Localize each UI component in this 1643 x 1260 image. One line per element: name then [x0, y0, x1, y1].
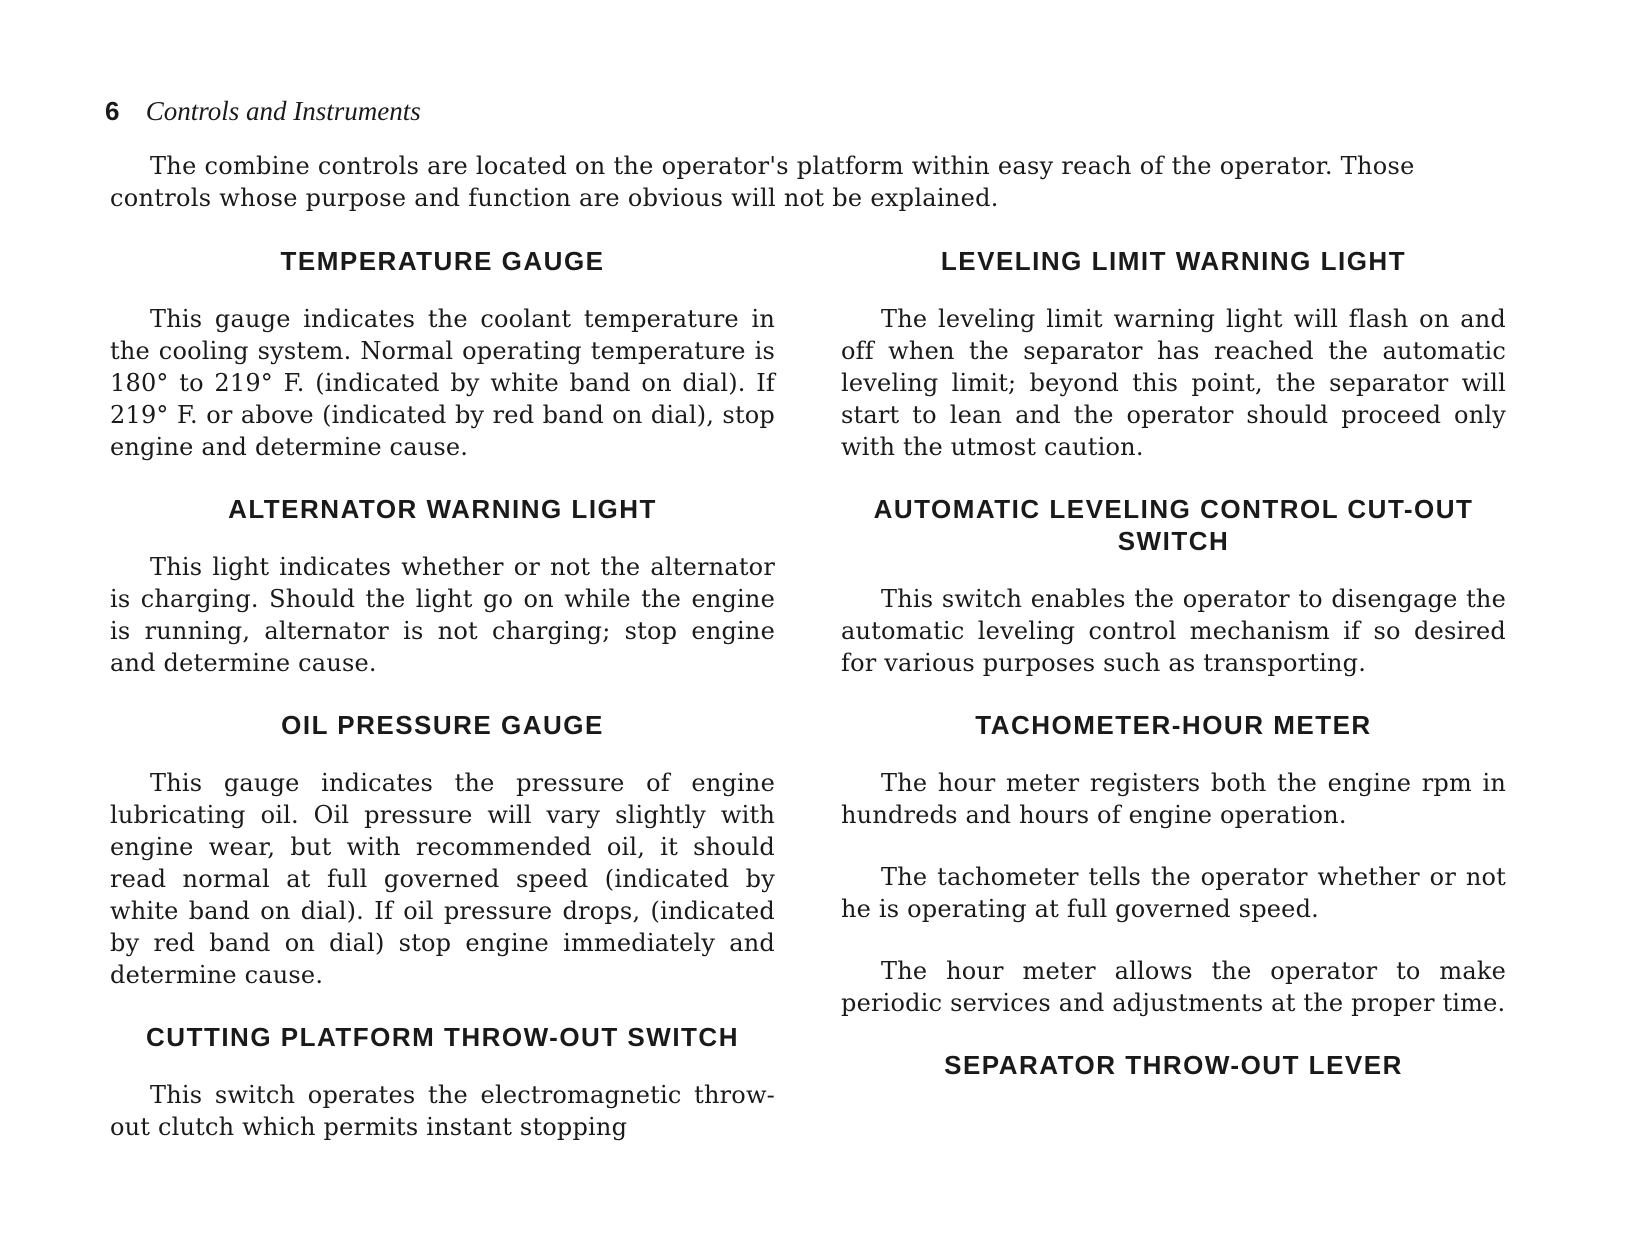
section-cutting-platform-throw-out-switch — [110, 1021, 775, 1143]
section-body: The leveling limit warning light will flash on and off when the separator has reached the automatic leveling limit; beyond this point, the separator will start to lean and the operator should proceed only with the utmost caution. — [841, 305, 1506, 461]
section-body: This switch operates the electromagnetic throw-out clutch which permits instant stopping — [110, 1081, 775, 1141]
section-heading: LEVELING LIMIT WARNING LIGHT — [940, 246, 1407, 276]
section-heading: TEMPERATURE GAUGE — [280, 246, 605, 276]
page-number: 6 — [105, 96, 120, 126]
section-body: The hour meter allows the operator to make periodic services and adjustments at the proper time. — [841, 957, 1506, 1017]
section-tachometer-hour-meter — [841, 709, 1506, 1019]
page-header — [105, 96, 421, 127]
section-alternator-warning-light — [110, 493, 775, 679]
section-heading: OIL PRESSURE GAUGE — [281, 710, 604, 740]
section-body: This gauge indicates the coolant temperature in the cooling system. Normal operating temperature is 180° to 219° F. (indicated by white band on dial). If 219° F. or above (indicated by red band on dial), stop engine and determine cause. — [110, 305, 775, 461]
section-heading: ALTERNATOR WARNING LIGHT — [228, 494, 657, 524]
right-column — [841, 245, 1506, 1107]
section-heading: SEPARATOR THROW-OUT LEVER — [944, 1050, 1403, 1080]
running-title: Controls and Instruments — [145, 96, 421, 126]
intro-paragraph: The combine controls are located on the operator's platform within easy reach of the operator. Those controls whose purpose and function are obvious will not be explained. — [110, 152, 1415, 212]
section-heading: AUTOMATIC LEVELING CONTROL CUT-OUT SWITCH — [873, 494, 1474, 556]
section-body: This switch enables the operator to disengage the automatic leveling control mechanism if so desired for various purposes such as transporting. — [841, 585, 1506, 677]
section-leveling-limit-warning-light — [841, 245, 1506, 463]
section-automatic-leveling-control-cut-out-switch — [841, 493, 1506, 679]
left-column — [110, 245, 775, 1173]
section-body: The tachometer tells the operator whether or not he is operating at full governed speed. — [841, 863, 1506, 923]
section-separator-throw-out-lever — [841, 1049, 1506, 1081]
section-oil-pressure-gauge — [110, 709, 775, 991]
section-body: This light indicates whether or not the alternator is charging. Should the light go on while the engine is running, alternator is not charging; stop engine and determine cause. — [110, 553, 775, 677]
section-heading: TACHOMETER-HOUR METER — [975, 710, 1372, 740]
section-body: The hour meter registers both the engine rpm in hundreds and hours of engine operation. — [841, 769, 1506, 829]
section-body: This gauge indicates the pressure of engine lubricating oil. Oil pressure will vary slightly with engine wear, but with recommended oil, it should read normal at full governed speed (indicated by white band on dial). If oil pressure drops, (indicated by red band on dial) stop engine immediately and determine cause. — [110, 769, 775, 989]
section-heading: CUTTING PLATFORM THROW-OUT SWITCH — [146, 1022, 739, 1052]
section-temperature-gauge — [110, 245, 775, 463]
